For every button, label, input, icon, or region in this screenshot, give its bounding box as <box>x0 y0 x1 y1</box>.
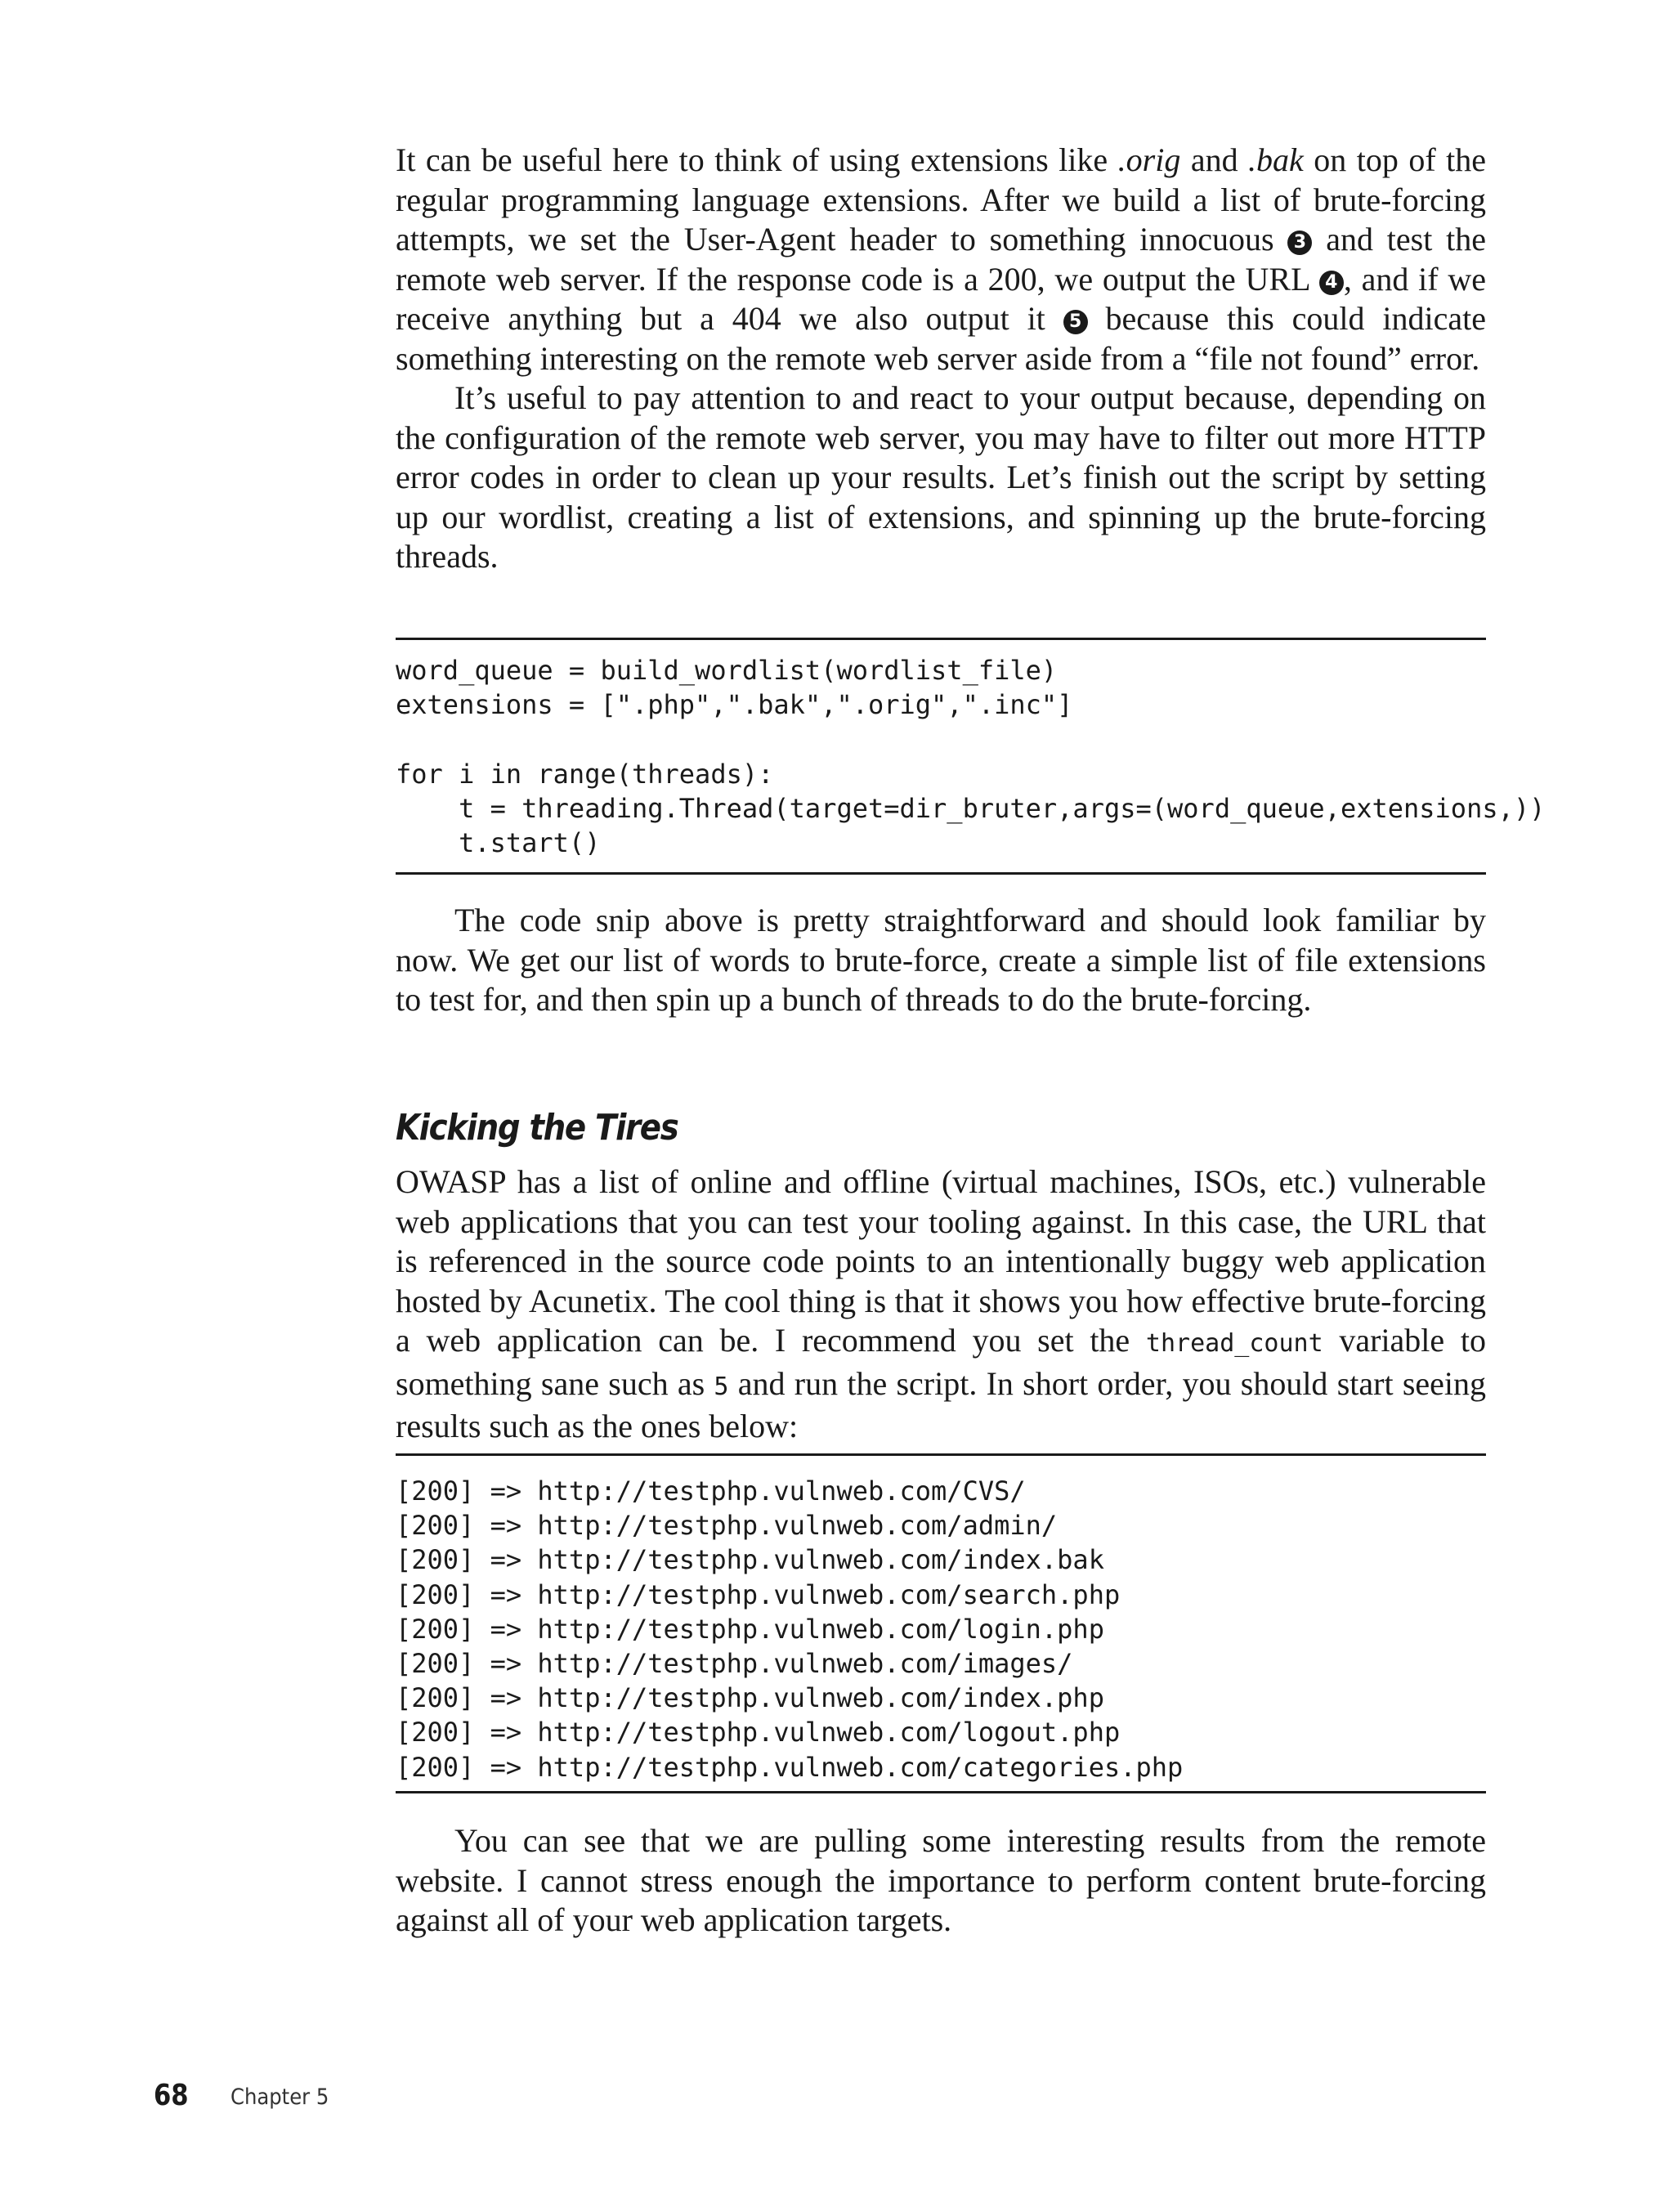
intro-text-2: and <box>1180 141 1249 178</box>
intro-paragraph-block <box>396 141 1486 577</box>
paragraph-4 <box>396 1162 1486 1447</box>
paragraph-3: The code snip above is pretty straightforward and should look familiar by now. We get our list of words to brute-force, create a simple list of file extensions to test for, and then spin up a bunch of threads to do the brute-forcing. <box>396 902 1486 1018</box>
callout-4-icon: 4 <box>1319 271 1344 295</box>
paragraph-5-block <box>396 1821 1486 1941</box>
inline-code-five: 5 <box>714 1372 729 1401</box>
paragraph-4-text-1: OWASP has a list of online and offline (virtual machines, ISOs, etc.) vulnerable web applications that you can test your tooling against. In this case, the URL that is referenced in the source code points to an intentionally buggy web application hosted by Acunetix. The cool thing is that it shows you how effective brute-forcing a web application can be. I recommend you set the <box>396 1163 1486 1359</box>
intro-text-4: and test the remote web server. If the response code is a 200, we output the URL <box>396 221 1487 298</box>
code-block-results <box>396 1453 1486 1793</box>
paragraph-4-text-2: variable to something sane such as <box>396 1322 1486 1402</box>
paragraph-3-block <box>396 901 1486 1020</box>
intro-paragraph <box>396 141 1486 378</box>
orig-extension: .orig <box>1117 141 1181 178</box>
chapter-label: Chapter 5 <box>231 2084 329 2110</box>
callout-5-icon: 5 <box>1063 310 1088 334</box>
callout-3-icon: 3 <box>1287 231 1312 255</box>
page-number: 68 <box>154 2079 189 2112</box>
paragraph-2: It’s useful to pay attention to and react to your output because, depending on the configuration of the remote web server, you may have to filter out more HTTP error codes in order to clean up your results. Let’s finish out the script by setting up our wordlist, creating a list of extensions, and spinning up the brute-forcing threads. <box>396 379 1486 575</box>
bak-extension: .bak <box>1248 141 1304 178</box>
code-block-wordlist <box>396 638 1546 875</box>
inline-code-thread-count: thread_count <box>1145 1329 1323 1358</box>
code-listing-1: word_queue = build_wordlist(wordlist_file) extensions = [".php",".bak",".orig",".inc"] for i in range(threads): t = threading.Thread(target=dir_bruter,args=(word_queue,extensions,)) t.start() <box>396 655 1546 859</box>
intro-text-1: It can be useful here to think of using extensions like <box>396 141 1118 178</box>
paragraph-4-text-3: and run the script. In short order, you should start seeing results such as the ones below: <box>396 1364 1487 1444</box>
section-heading: Kicking the Tires <box>396 1107 678 1149</box>
code-listing-2: [200] => http://testphp.vulnweb.com/CVS/ [200] => http://testphp.vulnweb.com/admin/ [200] => http://testphp.vulnweb.com/index.bak [200] => http://testphp.vulnweb.com/search.php [200] => http://testphp.vulnweb.com/login.php [200] => http://testphp.vulnweb.com/images/ [200] => http://testphp.vulnweb.com/index.php [200] => http://testphp.vulnweb.com/logout.php [200] => http://testphp.vulnweb.com/categories.php <box>396 1475 1184 1783</box>
intro-text-5: , and if we receive anything but a 404 we also output it <box>396 260 1487 337</box>
intro-text-6: because this could indicate something interesting on the remote web server aside from a “file not found” error. <box>396 300 1487 377</box>
intro-text-3: on top of the regular programming language extensions. After we build a list of brute-forcing attempts, we set the User-Agent header to something innocuous <box>396 141 1486 257</box>
paragraph-5: You can see that we are pulling some interesting results from the remote website. I cannot stress enough the importance to perform content brute-forcing against all of your web application targets. <box>396 1822 1486 1938</box>
paragraph-4-block <box>396 1162 1486 1447</box>
